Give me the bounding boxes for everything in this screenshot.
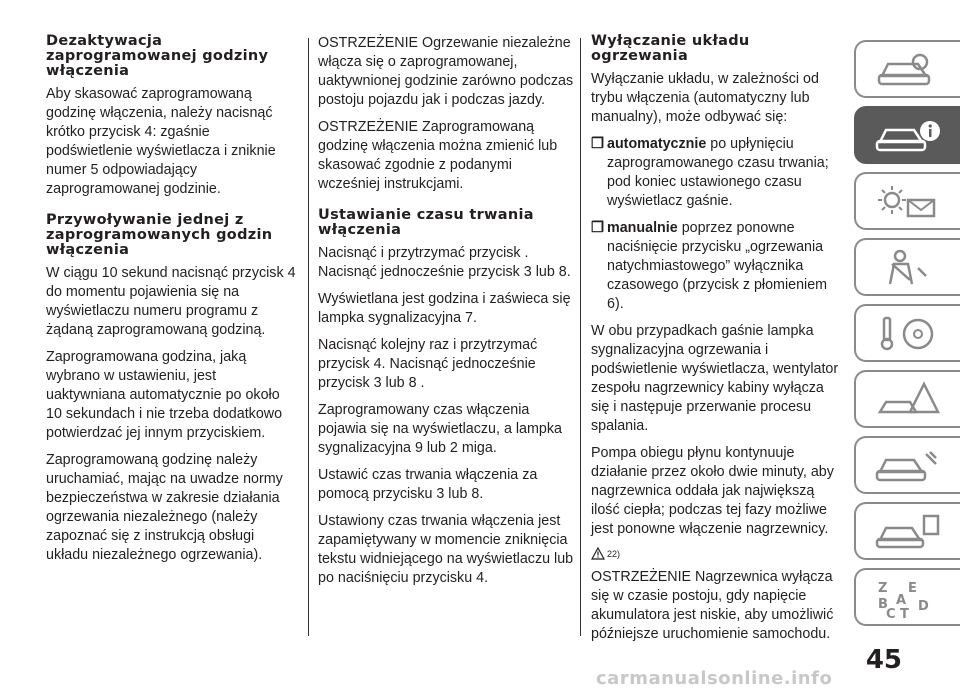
checkbox-bullet-icon: ❐ <box>591 220 604 236</box>
page-number: 45 <box>865 645 902 675</box>
tab-knowing-vehicle[interactable] <box>854 106 960 164</box>
heading-switch-off: Wyłączanie układu ogrzewania <box>591 33 750 64</box>
warning-paragraph: OSTRZEŻENIE Nagrzewnica wyłącza się w czasie postoju, gdy napięcie akumulatora jest niskie, aby umożliwić późniejsze uruchomienie samochodu. <box>591 569 834 642</box>
paragraph: Zaprogramowana godzina, jaką wybrano w ustawieniu, jest uaktywniana automatycznie po około 10 sekundach i nie trzeba dodatkowo potwierdzać jej innym przyciskiem. <box>46 349 283 441</box>
paragraph: W obu przypadkach gaśnie lampka sygnalizacyjna ogrzewania i podświetlenie wyświetlacza, wentylator zespołu nagrzewnicy kabiny wyłącza się i następuje przerwanie procesu spalania. <box>591 323 839 434</box>
svg-text:T: T <box>900 607 909 618</box>
list-item-text <box>607 135 841 211</box>
svg-text:B: B <box>878 597 888 612</box>
list-item-term: manualnie <box>607 220 678 236</box>
heading-set-duration: Ustawianie czasu trwania włączenia <box>318 207 534 238</box>
paragraph: W ciągu 10 sekund nacisnąć przycisk 4 do momentu pojawienia się na wyświetlaczu numeru programu z żądaną zaprogramowaną godziną. <box>46 265 296 338</box>
list-item-term: automatycznie <box>607 136 707 152</box>
tab-maintenance[interactable] <box>854 436 960 494</box>
svg-text:D: D <box>918 599 929 614</box>
warning-reference-number: 22) <box>607 548 621 559</box>
paragraph: Nacisnąć kolejny raz i przytrzymać przycisk 4. Nacisnąć jednocześnie przycisk 3 lub 8 . <box>318 337 538 391</box>
paragraph: Ustawiony czas trwania włączenia jest zapamiętywany w momencie zniknięcia tekstu widniejącego na wyświetlaczu lub po naciśnięciu przycisku 4. <box>318 513 574 586</box>
paragraph: Wyświetlana jest godzina i zaświeca się lampka sygnalizacyjna 7. <box>318 291 571 326</box>
paragraph: Ustawić czas trwania włączenia za pomocą przycisku 3 lub 8. <box>318 467 538 502</box>
paragraph: Nacisnąć i przytrzymać przycisk . Nacisnąć jednocześnie przycisk 3 lub 8. <box>318 245 571 280</box>
warning-paragraph: OSTRZEŻENIE Ogrzewanie niezależne włącza się o zaprogramowanej, uaktywnionej godzinie zarówno podczas postoju pojazdu jak i podczas jazdy. <box>318 35 574 108</box>
column-divider-2 <box>580 38 581 636</box>
paragraph: Wyłączanie układu, w zależności od trybu włączenia (automatyczny lub manualny), może odbywać się: <box>591 71 819 125</box>
warning-reference <box>591 547 841 560</box>
key-steering-icon <box>874 314 944 354</box>
svg-text:Z: Z <box>878 581 888 596</box>
tab-starting-driving[interactable] <box>854 304 960 362</box>
warning-paragraph: OSTRZEŻENIE Zaprogramowaną godzinę włączenia można zmienić lub skasować zgodnie z podanymi wcześniej instrukcjami. <box>318 119 558 192</box>
alphabetical-index-icon <box>874 578 944 618</box>
paragraph: Zaprogramowaną godzinę należy uruchamiać, mając na uwadze normy bezpieczeństwa w zakresie działania ogrzewania niezależnego (należy zapoznać się z instrukcją obsługi układu niezależnego ogrzewania). <box>46 452 283 563</box>
svg-text:E: E <box>908 581 917 596</box>
paragraph: Pompa obiegu płynu kontynuuje działanie przez około dwie minuty, aby nagrzewnica oddała jak największą ilość ciepła; podczas tej fazy możliwe jest ponowne włączenie nagrzewnicy. <box>591 445 834 537</box>
warning-triangle-icon <box>591 547 605 560</box>
safety-seatbelt-icon <box>874 248 944 288</box>
car-dashboard-icon <box>874 50 944 90</box>
list-item-desc: poprzez ponowne naciśnięcie przycisku „ogrzewania natychmiastowego” wyłącznika czasowego (przycisk z płomieniem 6). <box>607 220 828 312</box>
list-item-text <box>607 219 841 314</box>
heading-recall-program: Przywoływanie jednej z zaprogramowanych godzin włączenia <box>46 212 273 258</box>
heading-deactivation: Dezaktywacja zaprogramowanej godziny włączenia <box>46 33 269 79</box>
tab-dashboard[interactable] <box>854 40 960 98</box>
tab-safety[interactable] <box>854 238 960 296</box>
warning-lights-icon <box>874 182 944 222</box>
tab-warning-lights[interactable] <box>854 172 960 230</box>
tab-emergency[interactable] <box>854 370 960 428</box>
car-maintenance-icon <box>874 446 944 486</box>
list-item <box>591 135 841 211</box>
svg-text:C: C <box>886 607 896 618</box>
column-2 <box>318 34 574 596</box>
column-3 <box>591 34 841 652</box>
svg-text:A: A <box>896 593 907 608</box>
tab-index[interactable] <box>854 568 960 626</box>
list-item-desc: po upłynięciu zaprogramowanego czasu trwania; pod koniec ustawionego czasu wyświetlacz gaśnie. <box>607 136 829 209</box>
car-info-icon <box>874 116 944 156</box>
column-divider-1 <box>308 38 309 636</box>
tab-technical-data[interactable] <box>854 502 960 560</box>
paragraph: Zaprogramowany czas włączenia pojawia się na wyświetlaczu, a lampka sygnalizacyjna 9 lub 2 miga. <box>318 402 562 456</box>
technical-data-icon <box>874 512 944 552</box>
paragraph: Aby skasować zaprogramowaną godzinę włączenia, należy nacisnąć krótko przycisk 4: zgaśnie podświetlenie wyświetlacza i zniknie numer 5 odpowiadający zaprogramowanej godzinie. <box>46 86 276 197</box>
emergency-triangle-icon <box>874 380 944 420</box>
list-item <box>591 219 841 314</box>
column-1 <box>46 34 298 573</box>
watermark: carmanualsonline.info <box>596 668 833 689</box>
checkbox-bullet-icon: ❐ <box>591 136 604 152</box>
